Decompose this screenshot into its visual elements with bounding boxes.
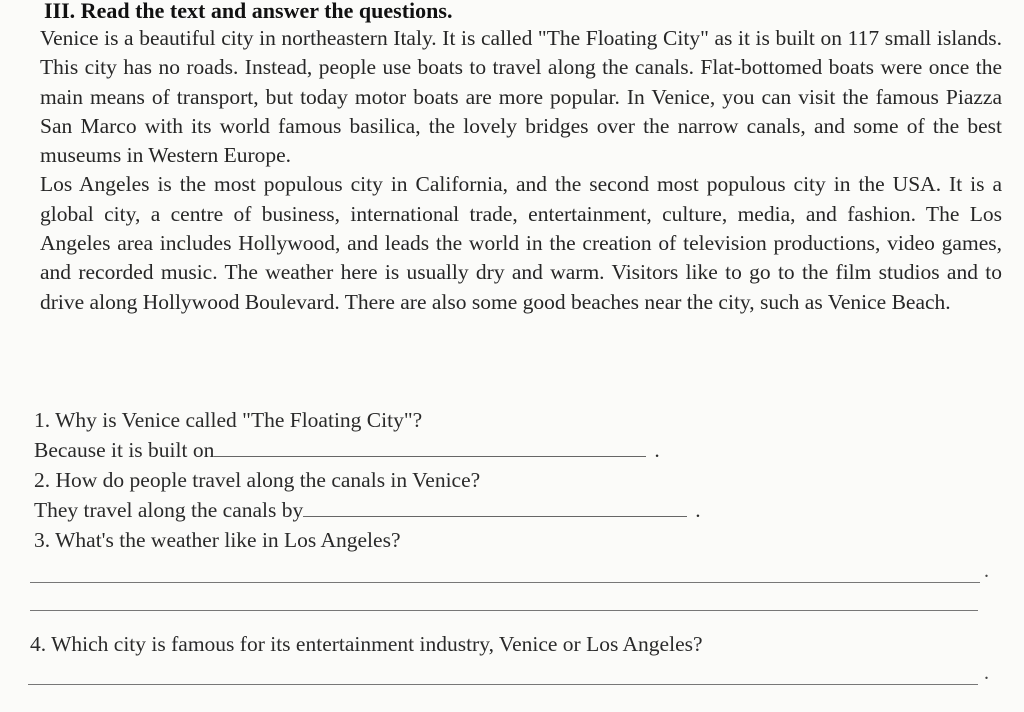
answer-4-line[interactable] bbox=[28, 684, 978, 685]
answer-4-end: . bbox=[984, 662, 989, 684]
question-3: 3. What's the weather like in Los Angeles? bbox=[34, 528, 401, 552]
reading-passage bbox=[40, 24, 1002, 317]
section-heading: III. Read the text and answer the questions. bbox=[44, 0, 453, 23]
answer-3-line-2[interactable] bbox=[30, 610, 978, 611]
answer-2-line bbox=[34, 495, 1004, 525]
question-4: 4. Which city is famous for its entertainment industry, Venice or Los Angeles? bbox=[30, 632, 703, 656]
answer-1-blank[interactable] bbox=[214, 438, 646, 457]
answer-1-prompt: Because it is built on bbox=[34, 438, 215, 462]
question-2: 2. How do people travel along the canals in Venice? bbox=[34, 468, 481, 492]
answer-1-end: . bbox=[654, 438, 660, 462]
answer-1-line bbox=[34, 435, 1004, 465]
question-1: 1. Why is Venice called "The Floating City"? bbox=[34, 408, 423, 432]
paragraph-venice: Venice is a beautiful city in northeastern Italy. It is called "The Floating City" as it is built on 117 small islands. This city has no roads. Instead, people use boats to travel along the canals. Flat-bottomed boats were once the main means of transport, but today motor boats are more popular. In Venice, you can visit the famous Piazza San Marco with its world famous basilica, the lovely bridges over the narrow canals, and some of the best museums in Western Europe. bbox=[40, 26, 1002, 168]
answer-2-blank[interactable] bbox=[303, 498, 687, 517]
questions-block bbox=[34, 405, 1004, 555]
answer-3-line-1[interactable] bbox=[30, 582, 980, 583]
answer-2-prompt: They travel along the canals by bbox=[34, 498, 304, 522]
answer-2-end: . bbox=[695, 498, 701, 522]
answer-3-end: . bbox=[984, 560, 989, 582]
paragraph-los-angeles: Los Angeles is the most populous city in California, and the second most populous city in the USA. It is a global city, a centre of business, international trade, entertainment, culture, media, and fashion. The Los Angeles area includes Hollywood, and leads the world in the creation of television productions, video games, and recorded music. The weather here is usually dry and warm. Visitors like to go to the film studios and to drive along Hollywood Boulevard. There are also some good beaches near the city, such as Venice Beach. bbox=[40, 172, 1002, 314]
